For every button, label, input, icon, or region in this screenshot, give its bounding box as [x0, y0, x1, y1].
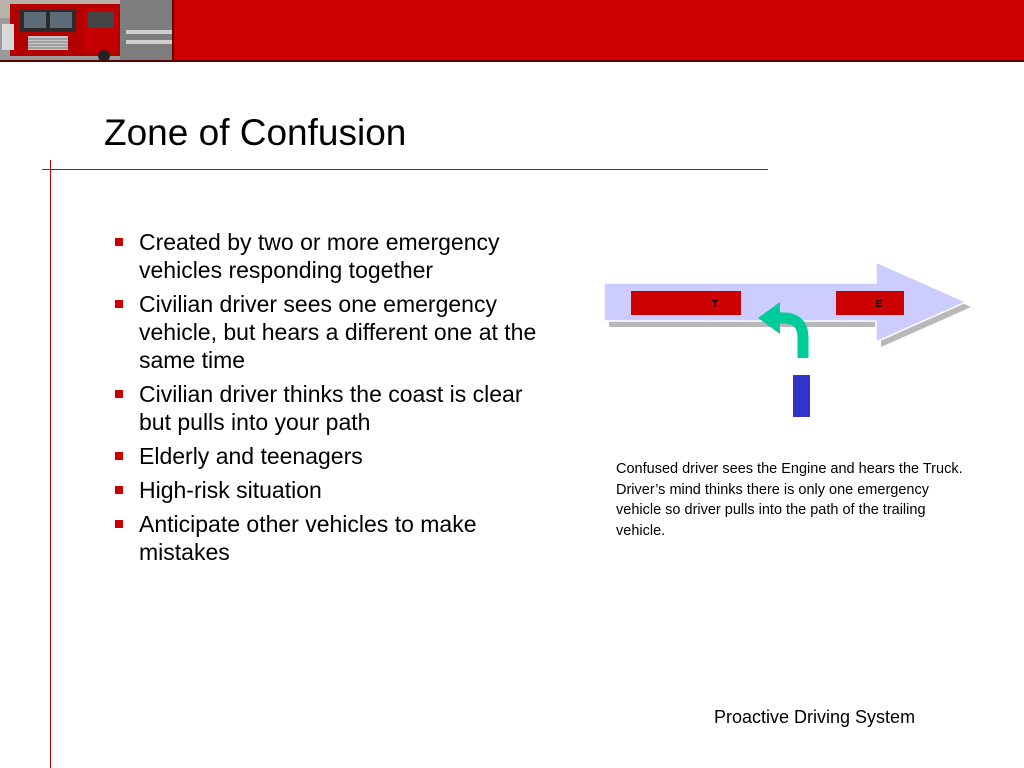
bullet-item — [113, 290, 553, 374]
header-banner-shadow — [0, 60, 1024, 62]
bullet-list — [113, 228, 553, 572]
truck-label: T — [711, 299, 719, 310]
fire-engine-photo — [0, 0, 174, 60]
bullet-text: High-risk situation — [139, 477, 322, 503]
bullet-item — [113, 476, 553, 504]
engine-label: E — [875, 299, 883, 310]
bullet-square-icon — [115, 452, 123, 460]
slide-title: Zone of Confusion — [104, 112, 407, 153]
left-margin-rule — [50, 160, 51, 768]
bullet-text: Elderly and teenagers — [139, 443, 363, 469]
bullet-square-icon — [115, 390, 123, 398]
footer-text: Proactive Driving System — [714, 707, 916, 727]
bullet-text: Civilian driver thinks the coast is clear but pulls into your path — [139, 381, 523, 435]
bullet-item — [113, 442, 553, 470]
engine-vehicle — [836, 291, 904, 315]
bullet-square-icon — [115, 486, 123, 494]
bullet-item — [113, 510, 553, 566]
truck-vehicle — [631, 291, 741, 315]
bullet-square-icon — [115, 300, 123, 308]
fire-engine-illustration — [0, 0, 172, 60]
bullet-item — [113, 228, 553, 284]
bullet-text: Anticipate other vehicles to make mistakes — [139, 511, 477, 565]
zone-of-confusion-diagram — [600, 258, 970, 424]
bullet-square-icon — [115, 520, 123, 528]
civilian-vehicle — [793, 375, 810, 417]
title-rule — [42, 169, 768, 170]
bullet-item — [113, 380, 553, 436]
bullet-text: Civilian driver sees one emergency vehicle, but hears a different one at the same time — [139, 291, 537, 373]
diagram-caption: Confused driver sees the Engine and hears the Truck. Driver’s mind thinks there is only one emergency vehicle so driver pulls into the path of the trailing vehicle. — [616, 461, 963, 539]
diagram-svg — [600, 258, 970, 424]
bullet-text: Created by two or more emergency vehicles responding together — [139, 229, 500, 283]
bullet-square-icon — [115, 238, 123, 246]
